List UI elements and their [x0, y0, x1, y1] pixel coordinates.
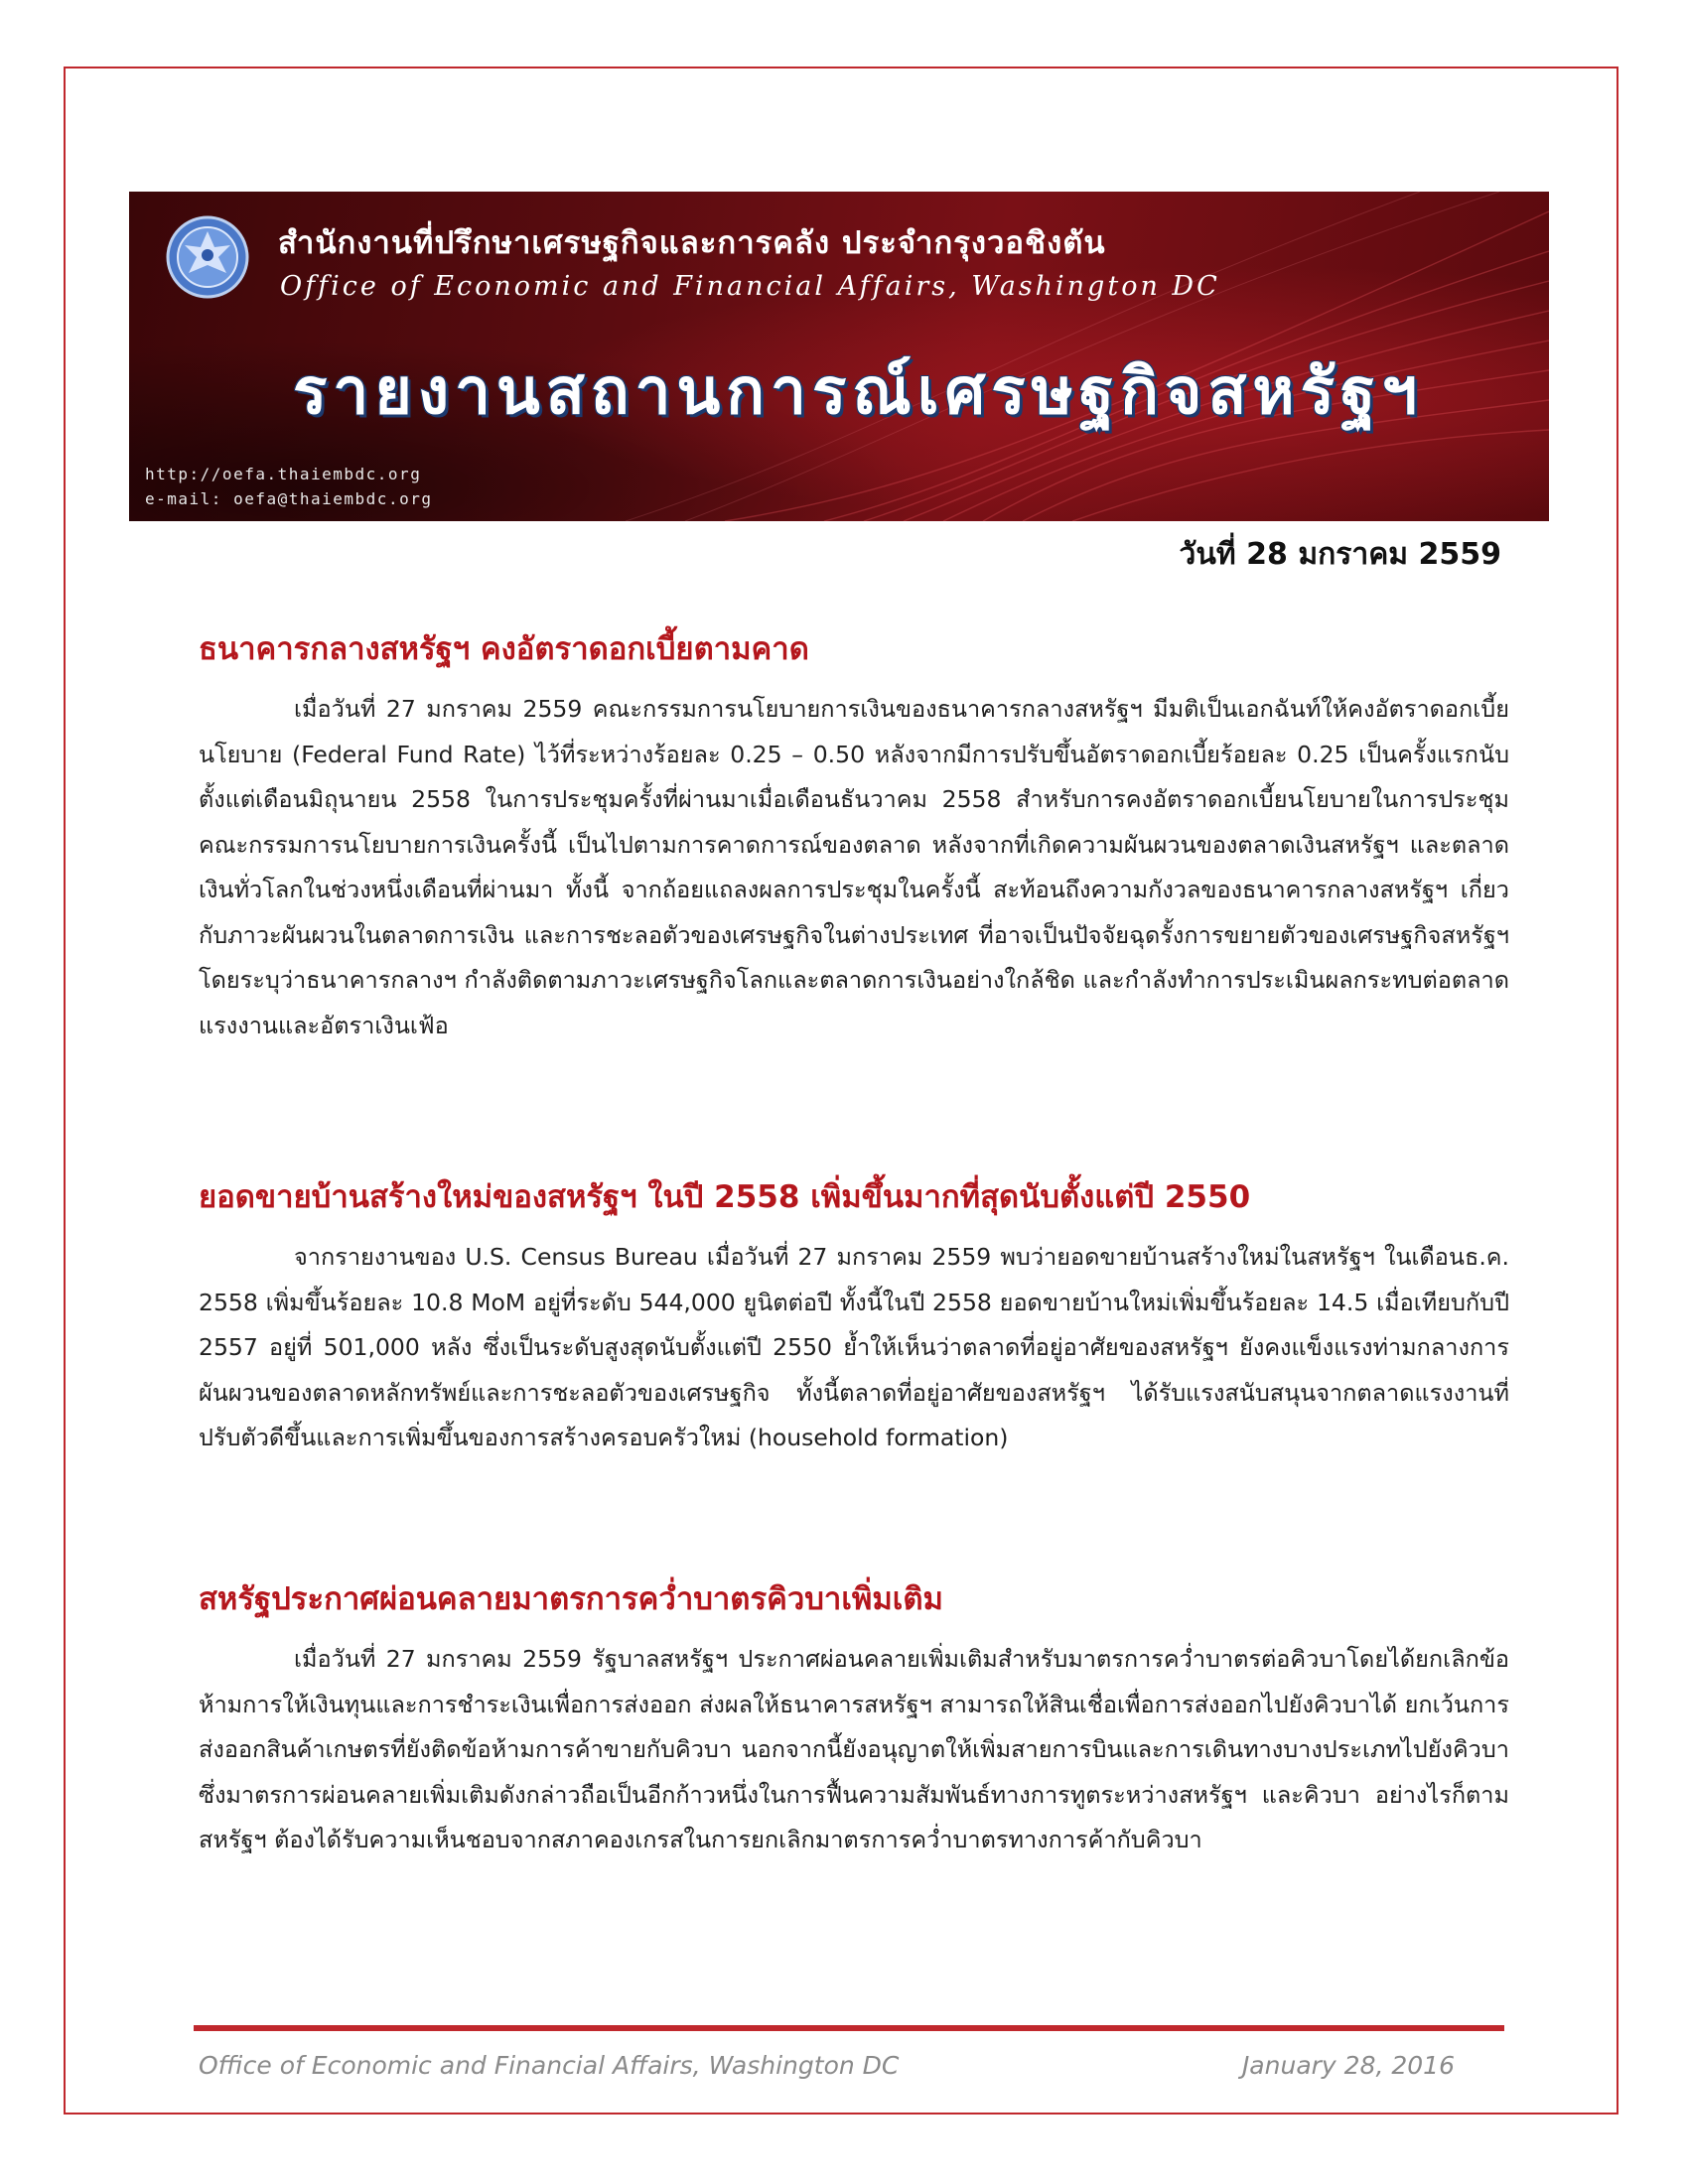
website-url[interactable]: http://oefa.thaiembdc.org [145, 465, 422, 483]
section-body: จากรายงานของ U.S. Census Bureau เมื่อวันที่ 27 มกราคม 2559 พบว่ายอดขายบ้านสร้างใหม่ในสหรัฐฯ ในเดือนธ.ค. 2558 เพิ่มขึ้นร้อยละ 10.8 MoM อยู่ที่ระดับ 544,000 ยูนิตต่อปี ทั้งนี้ในปี 2558 ยอดขายบ้านใหม่เพิ่มขึ้นร้อยละ 14.5 เมื่อเทียบกับปี 2557 อยู่ที่ 501,000 หลัง ซึ่งเป็นระดับสูงสุดนับตั้งแต่ปี 2550 ย้ำให้เห็นว่าตลาดที่อยู่อาศัยของสหรัฐฯ ยังคงแข็งแรงท่ามกลางการผันผวนของตลาดหลักทรัพย์และการชะลอตัวของเศรษฐกิจ ทั้งนี้ตลาดที่อยู่อาศัยของสหรัฐฯ ได้รับแรงสนับสนุนจากตลาดแรงงานที่ปรับตัวดีขึ้นและการเพิ่มขึ้นของการสร้างครอบครัวใหม่ (household formation) [199, 1243, 1509, 1451]
section-body: เมื่อวันที่ 27 มกราคม 2559 รัฐบาลสหรัฐฯ ประกาศผ่อนคลายเพิ่มเติมสำหรับมาตรการคว่ำบาตรต่อคิวบาโดยได้ยกเลิกข้อห้ามการให้เงินทุนและการชำระเงินเพื่อการส่งออก ส่งผลให้ธนาคารสหรัฐฯ สามารถให้สินเชื่อเพื่อการส่งออกไปยังคิวบาได้ ยกเว้นการส่งออกสินค้าเกษตรที่ยังติดข้อห้ามการค้าขายกับคิวบา นอกจากนี้ยังอนุญาตให้เพิ่มสายการบินและการเดินทางบางประเภทไปยังคิวบา ซึ่งมาตรการผ่อนคลายเพิ่มเติมดังกล่าวถือเป็นอีกก้าวหนึ่งในการฟื้นความสัมพันธ์ทางการทูตระหว่างสหรัฐฯ และคิวบา อย่างไรก็ตามสหรัฐฯ ต้องได้รับความเห็นชอบจากสภาคองเกรสในการยกเลิกมาตรการคว่ำบาตรทางการค้ากับคิวบา [199, 1645, 1509, 1853]
garuda-emblem-icon [163, 211, 252, 303]
contact-email-line [145, 489, 432, 508]
footer-office-name: Office of Economic and Financial Affairs, Washington DC [199, 2051, 900, 2080]
report-title: รายงานสถานการณ์เศรษฐกิจสหรัฐฯ [293, 355, 1424, 429]
section-new-home-sales [199, 1171, 1509, 1461]
office-name-thai: สำนักงานที่ปรึกษาเศรษฐกิจและการคลัง ประจำกรุงวอชิงตัน [278, 225, 1106, 261]
section-heading: ธนาคารกลางสหรัฐฯ คงอัตราดอกเบี้ยตามคาด [199, 631, 809, 667]
contact-email[interactable]: oefa@thaiembdc.org [233, 489, 433, 508]
footer-date: January 28, 2016 [1241, 2051, 1455, 2080]
report-date: วันที่ 28 มกราคม 2559 [1179, 537, 1501, 572]
section-heading: สหรัฐประกาศผ่อนคลายมาตรการคว่ำบาตรคิวบาเพิ่มเติม [199, 1581, 943, 1617]
section-cuba-sanctions [199, 1573, 1509, 1863]
footer-divider [194, 2025, 1504, 2031]
email-label: e-mail: [145, 489, 222, 508]
section-fed-rate [199, 623, 1509, 1048]
office-name-english: Office of Economic and Financial Affairs, Washington DC [280, 271, 1220, 302]
header-banner [129, 192, 1549, 521]
section-heading: ยอดขายบ้านสร้างใหม่ของสหรัฐฯ ในปี 2558 เพิ่มขึ้นมากที่สุดนับตั้งแต่ปี 2550 [199, 1179, 1251, 1215]
section-body: เมื่อวันที่ 27 มกราคม 2559 คณะกรรมการนโยบายการเงินของธนาคารกลางสหรัฐฯ มีมติเป็นเอกฉันท์ให้คงอัตราดอกเบี้ยนโยบาย (Federal Fund Rate) ไว้ที่ระหว่างร้อยละ 0.25 – 0.50 หลังจากมีการปรับขึ้นอัตราดอกเบี้ยร้อยละ 0.25 เป็นครั้งแรกนับตั้งแต่เดือนมิถุนายน 2558 ในการประชุมครั้งที่ผ่านมาเมื่อเดือนธันวาคม 2558 สำหรับการคงอัตราดอกเบี้ยนโยบายในการประชุมคณะกรรมการนโยบายการเงินครั้งนี้ เป็นไปตามการคาดการณ์ของตลาด หลังจากที่เกิดความผันผวนของตลาดเงินสหรัฐฯ และตลาดเงินทั่วโลกในช่วงหนึ่งเดือนที่ผ่านมา ทั้งนี้ จากถ้อยแถลงผลการประชุมในครั้งนี้ สะท้อนถึงความกังวลของธนาคารกลางสหรัฐฯ เกี่ยวกับภาวะผันผวนในตลาดการเงิน และการชะลอตัวของเศรษฐกิจในต่างประเทศ ที่อาจเป็นปัจจัยฉุดรั้งการขยายตัวของเศรษฐกิจสหรัฐฯ โดยระบุว่าธนาคารกลางฯ กำลังติดตามภาวะเศรษฐกิจโลกและตลาดการเงินอย่างใกล้ชิด และกำลังทำการประเมินผลกระทบต่อตลาดแรงงานและอัตราเงินเฟ้อ [199, 695, 1509, 1039]
